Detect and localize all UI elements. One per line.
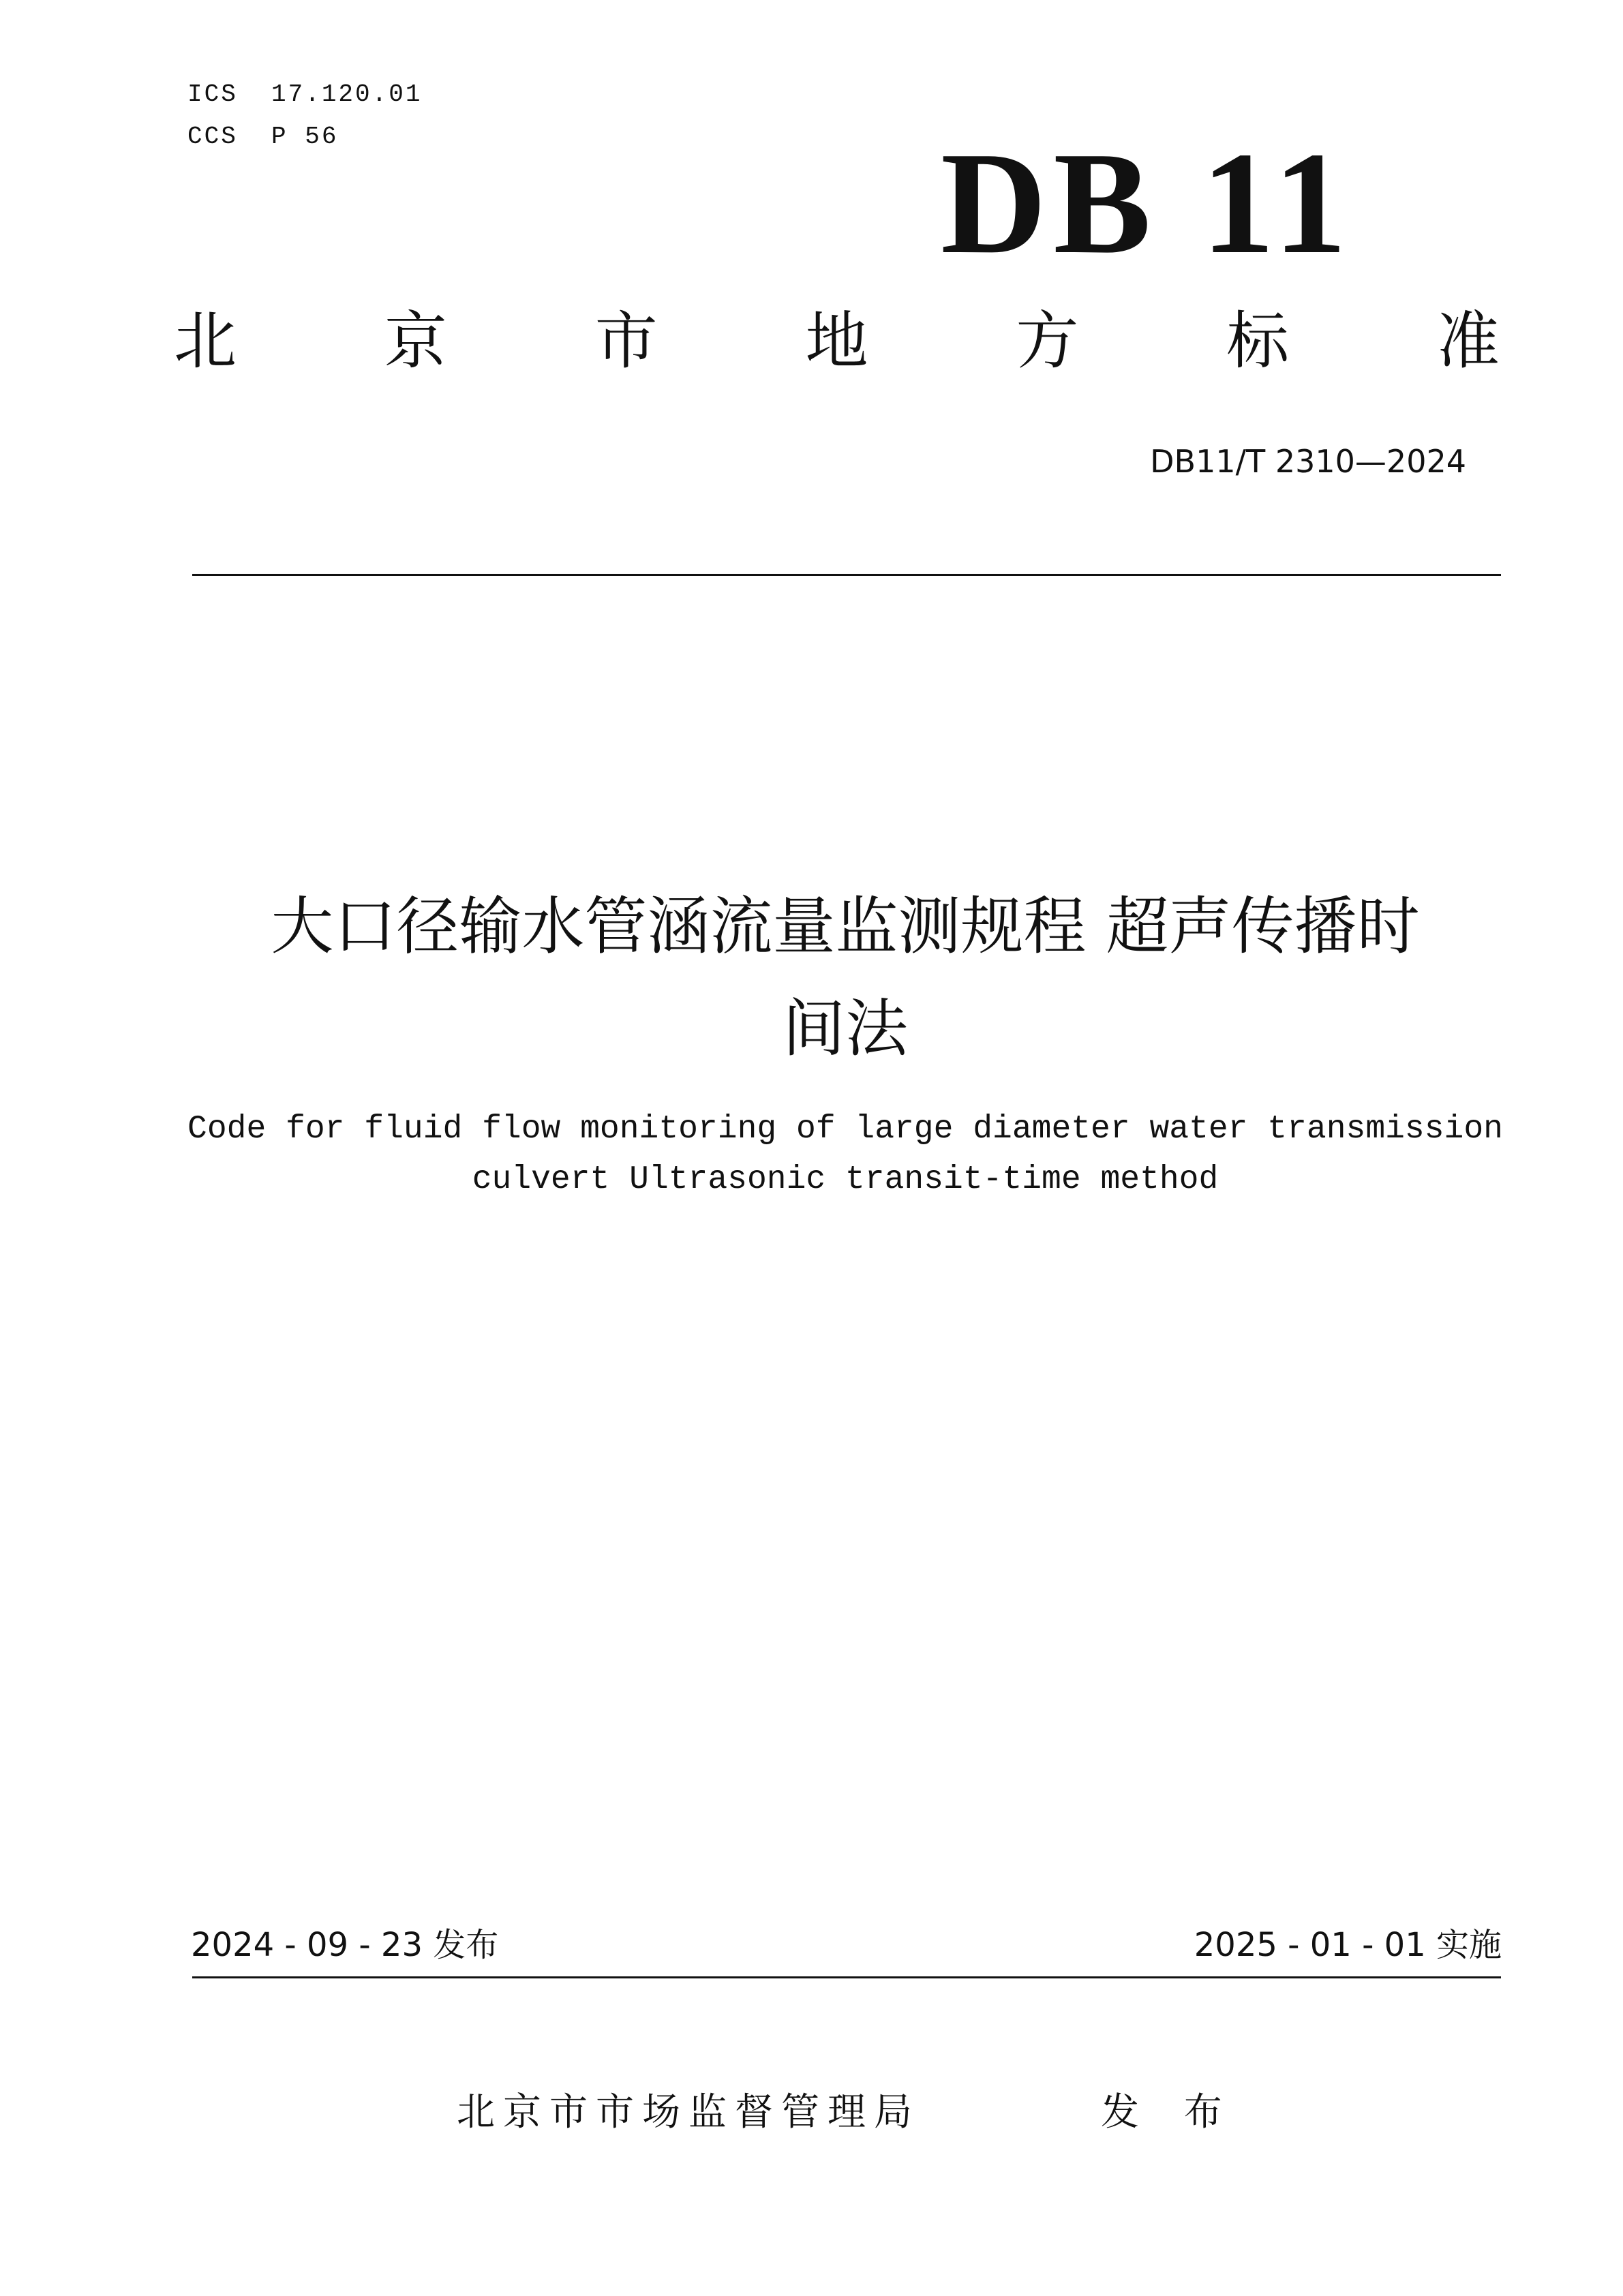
publish-date: 2024 - 09 - 23 发布	[191, 1926, 499, 1964]
bottom-divider	[192, 1976, 1501, 1978]
standard-type-char: 准	[1436, 305, 1500, 378]
standard-number: DB11/T 2310—2024	[1150, 443, 1466, 480]
title-chinese	[136, 876, 1554, 1080]
standard-type-char: 北	[174, 305, 237, 378]
title-chinese-line: 间法	[782, 992, 908, 1065]
standard-type-char: 市	[594, 305, 658, 378]
issuing-authority: 北京市市场监督管理局	[457, 2090, 920, 2134]
standard-mark: DB 11	[941, 121, 1354, 284]
standard-type-char: 地	[805, 305, 868, 378]
standard-type	[174, 305, 1500, 378]
title-english-line: culvert Ultrasonic transit-time method	[472, 1161, 1219, 1198]
title-english-line: Code for fluid flow monitoring of large diameter water transmission	[187, 1111, 1503, 1148]
standard-type-char: 京	[384, 305, 447, 378]
top-divider	[192, 574, 1501, 576]
standard-type-char: 标	[1226, 305, 1290, 378]
issue-label: 发 布	[1101, 2090, 1239, 2134]
title-english	[136, 1104, 1554, 1205]
ics-code: ICS 17.120.01	[187, 80, 423, 108]
title-chinese-line: 大口径输水管涵流量监测规程 超声传播时	[271, 890, 1420, 963]
standard-type-char: 方	[1016, 305, 1079, 378]
ccs-code: CCS P 56	[187, 123, 339, 151]
implementation-date: 2025 - 01 - 01 实施	[1194, 1926, 1502, 1964]
